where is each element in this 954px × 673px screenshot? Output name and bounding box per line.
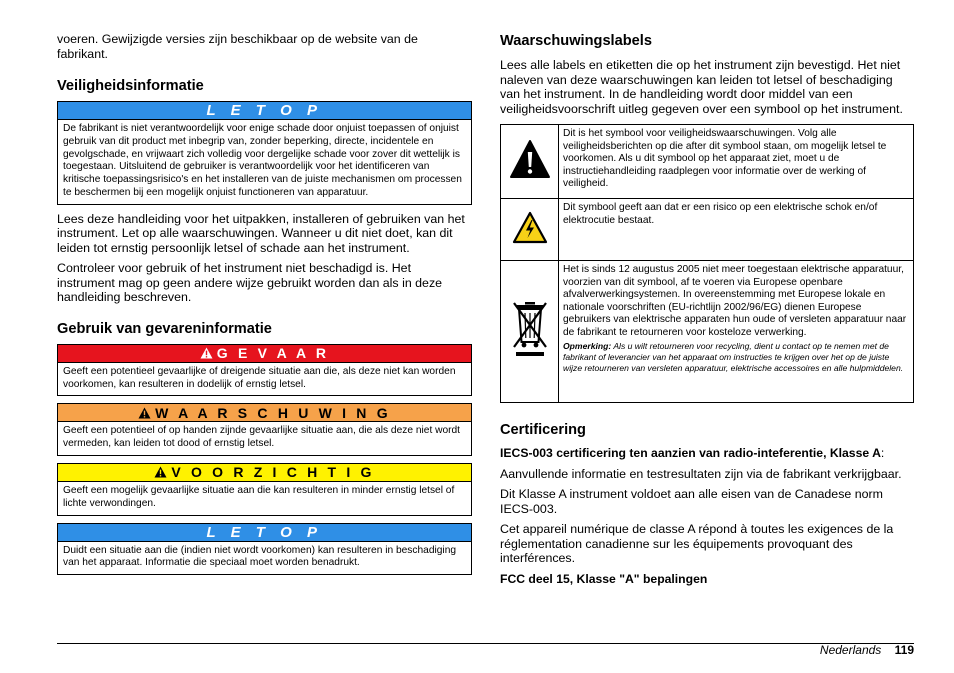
- weee-note-label: Opmerking:: [563, 340, 612, 351]
- paragraph-read-manual: Lees deze handleiding voor het uitpakken, installeren of gebruiken van het instrument. Let op alle waarschuwingen. Wanneer u dit niet doet, kan dit leiden tot ernstig persoonlijk letsel of schade aan het instrument.: [57, 211, 465, 255]
- footer-divider: [57, 643, 914, 644]
- weee-note-text: Als u wilt retourneren voor recycling, dient u contact op te nemen met de fabrikant of leverancier van het apparaat om instructies te krijgen over het op de juiste wijze retourneren van versleten apparatuur, elektrische accessoires en alle hulpmiddelen.: [563, 340, 904, 373]
- notice-let-op: [57, 101, 472, 205]
- notice-gevaar-label: G E V A A R: [216, 345, 330, 362]
- cert-paragraph-1: Aanvullende informatie en testresultaten zijn via de fabrikant verkrijgbaar.: [500, 466, 902, 481]
- notice-let-op-text: De fabrikant is niet verantwoordelijk voor enige schade door onjuist toepassen of onjuist gebruik van dit product met inbegrip van, zonder beperking, directe, incidentele en gevolgschade, en vrijwaart zich volledig voor dergelijke schade voor zover dit wettelijk is toegestaan. Uitsluitend de gebruiker is verantwoordelijk voor het identificeren van kritische toepassingsrisico's en het installeren van de juiste mechanismen om processen te beschermen bij een mogelijk onjuist functioneren van apparatuur.: [63, 123, 462, 198]
- table-row: [501, 261, 914, 403]
- notice-let-op-header: L E T O P: [58, 102, 471, 120]
- table-row: [501, 125, 914, 199]
- labels-heading: Waarschuwingslabels: [500, 33, 652, 49]
- cert-paragraph-3: Cet appareil numérique de classe A répond à toutes les exigences de la réglementation canadienne sur les équipements provoquant des interférences.: [500, 522, 894, 565]
- warning-symbol-description: Dit is het symbool voor veiligheidswaarschuwingen. Volg alle veiligheidsberichten op die after dit symbool staan, om mogelijk letsel te voorkomen. Als u dit symbool op het apparaat ziet, moet u de instructiehandleiding raadplegen voor informatie over de werking of veiligheid.: [559, 125, 914, 199]
- cert-subheading-line: [500, 446, 914, 461]
- fcc-heading: FCC deel 15, Klasse "A" bepalingen: [500, 571, 708, 586]
- labels-intro: Lees alle labels en etiketten die op het instrument zijn bevestigd. Het niet naleven van deze waarschuwingen kan leiden tot letsel of beschadiging van het instrument. In de handleiding wordt door middel van een veiligheidsvoorschrift uitleg gegeven over een symbool op het instrument.: [500, 58, 903, 116]
- notice-waarschuwing-text: Geeft een potentieel of op handen zijnde gevaarlijke situatie aan, die als deze niet wordt vermeden, kan leiden tot dood of ernstig letsel.: [63, 425, 461, 450]
- weee-symbol-description: [559, 261, 914, 403]
- notice-let-op-2: [57, 523, 472, 576]
- page-number: 119: [894, 643, 914, 657]
- notice-voorzichtig-label: V O O R Z I C H T I G: [171, 464, 375, 481]
- notice-let-op-2-header: L E T O P: [58, 524, 471, 542]
- notice-waarschuwing-header: [58, 404, 471, 422]
- cert-subheading-suffix: :: [880, 446, 885, 460]
- symbol-cell: [501, 199, 559, 261]
- notice-waarschuwing: [57, 403, 472, 456]
- notice-gevaar: [57, 344, 472, 397]
- weee-text: Het is sinds 12 augustus 2005 niet meer toegestaan elektrische apparatuur, voorzien van dit symbool, af te voeren via Europese openbare afvalverwerkingsystemen. In overeenstemming met Europese lokale en nationale voorschriften (EU-richtlijn 2002/96/EG) dienen Europese gebruikers van elektrische apparaten hun oude of versleten apparatuur naar de fabrikant te retourneren voor kosteloze verwerking.: [563, 264, 907, 338]
- warning-triangle-icon: [138, 407, 151, 419]
- labels-table: [500, 124, 914, 403]
- warning-triangle-icon: [509, 139, 551, 179]
- notice-voorzichtig: [57, 463, 472, 516]
- weee-note: [563, 341, 909, 374]
- page-footer: [820, 643, 914, 657]
- weee-crossed-bin-icon: [510, 299, 550, 359]
- notice-voorzichtig-text: Geeft een mogelijk gevaarlijke situatie aan die kan resulteren in minder ernstig letsel of lichte verwondingen.: [63, 484, 455, 509]
- symbol-cell: [501, 125, 559, 199]
- warning-triangle-icon: [154, 466, 167, 478]
- table-row: [501, 199, 914, 261]
- notice-waarschuwing-label: W A A R S C H U W I N G: [155, 404, 391, 421]
- notice-voorzichtig-header: [58, 464, 471, 482]
- cert-subheading: IECS-003 certificering ten aanzien van radio-inteferentie, Klasse A: [500, 446, 881, 460]
- cert-heading: Certificering: [500, 422, 586, 438]
- intro-text: voeren. Gewijzigde versies zijn beschikbaar op de website van de fabrikant.: [57, 32, 418, 61]
- paragraph-check-instrument: Controleer voor gebruik of het instrument niet beschadigd is. Het instrument mag op geen andere wijze gebruikt worden dan als in deze handleiding beschreven.: [57, 261, 443, 305]
- cert-paragraph-2: Dit Klasse A instrument voldoet aan alle eisen van de Canadese norm IECS-003.: [500, 487, 883, 516]
- footer-language: Nederlands: [819, 643, 882, 657]
- notice-gevaar-text: Geeft een potentieel gevaarlijke of dreigende situatie aan die, als deze niet kan worden voorkomen, kan resulteren in dodelijk of ernstig letsel.: [63, 365, 456, 390]
- symbol-cell: [501, 261, 559, 403]
- hazard-heading: Gebruik van gevareninformatie: [57, 320, 272, 337]
- warning-triangle-icon: [200, 347, 213, 359]
- electric-symbol-description: Dit symbool geeft aan dat er een risico op een elektrische schok en/of elektrocutie bestaat.: [559, 199, 914, 261]
- right-column: [500, 32, 914, 586]
- notice-let-op-2-text: Duidt een situatie aan die (indien niet wordt voorkomen) kan resulteren in beschadiging van het apparaat. Informatie die speciaal moet worden benadrukt.: [63, 544, 457, 569]
- notice-gevaar-header: [58, 345, 471, 363]
- electric-shock-icon: [512, 211, 548, 244]
- left-column: [57, 32, 472, 575]
- safety-heading: Veiligheidsinformatie: [57, 78, 204, 94]
